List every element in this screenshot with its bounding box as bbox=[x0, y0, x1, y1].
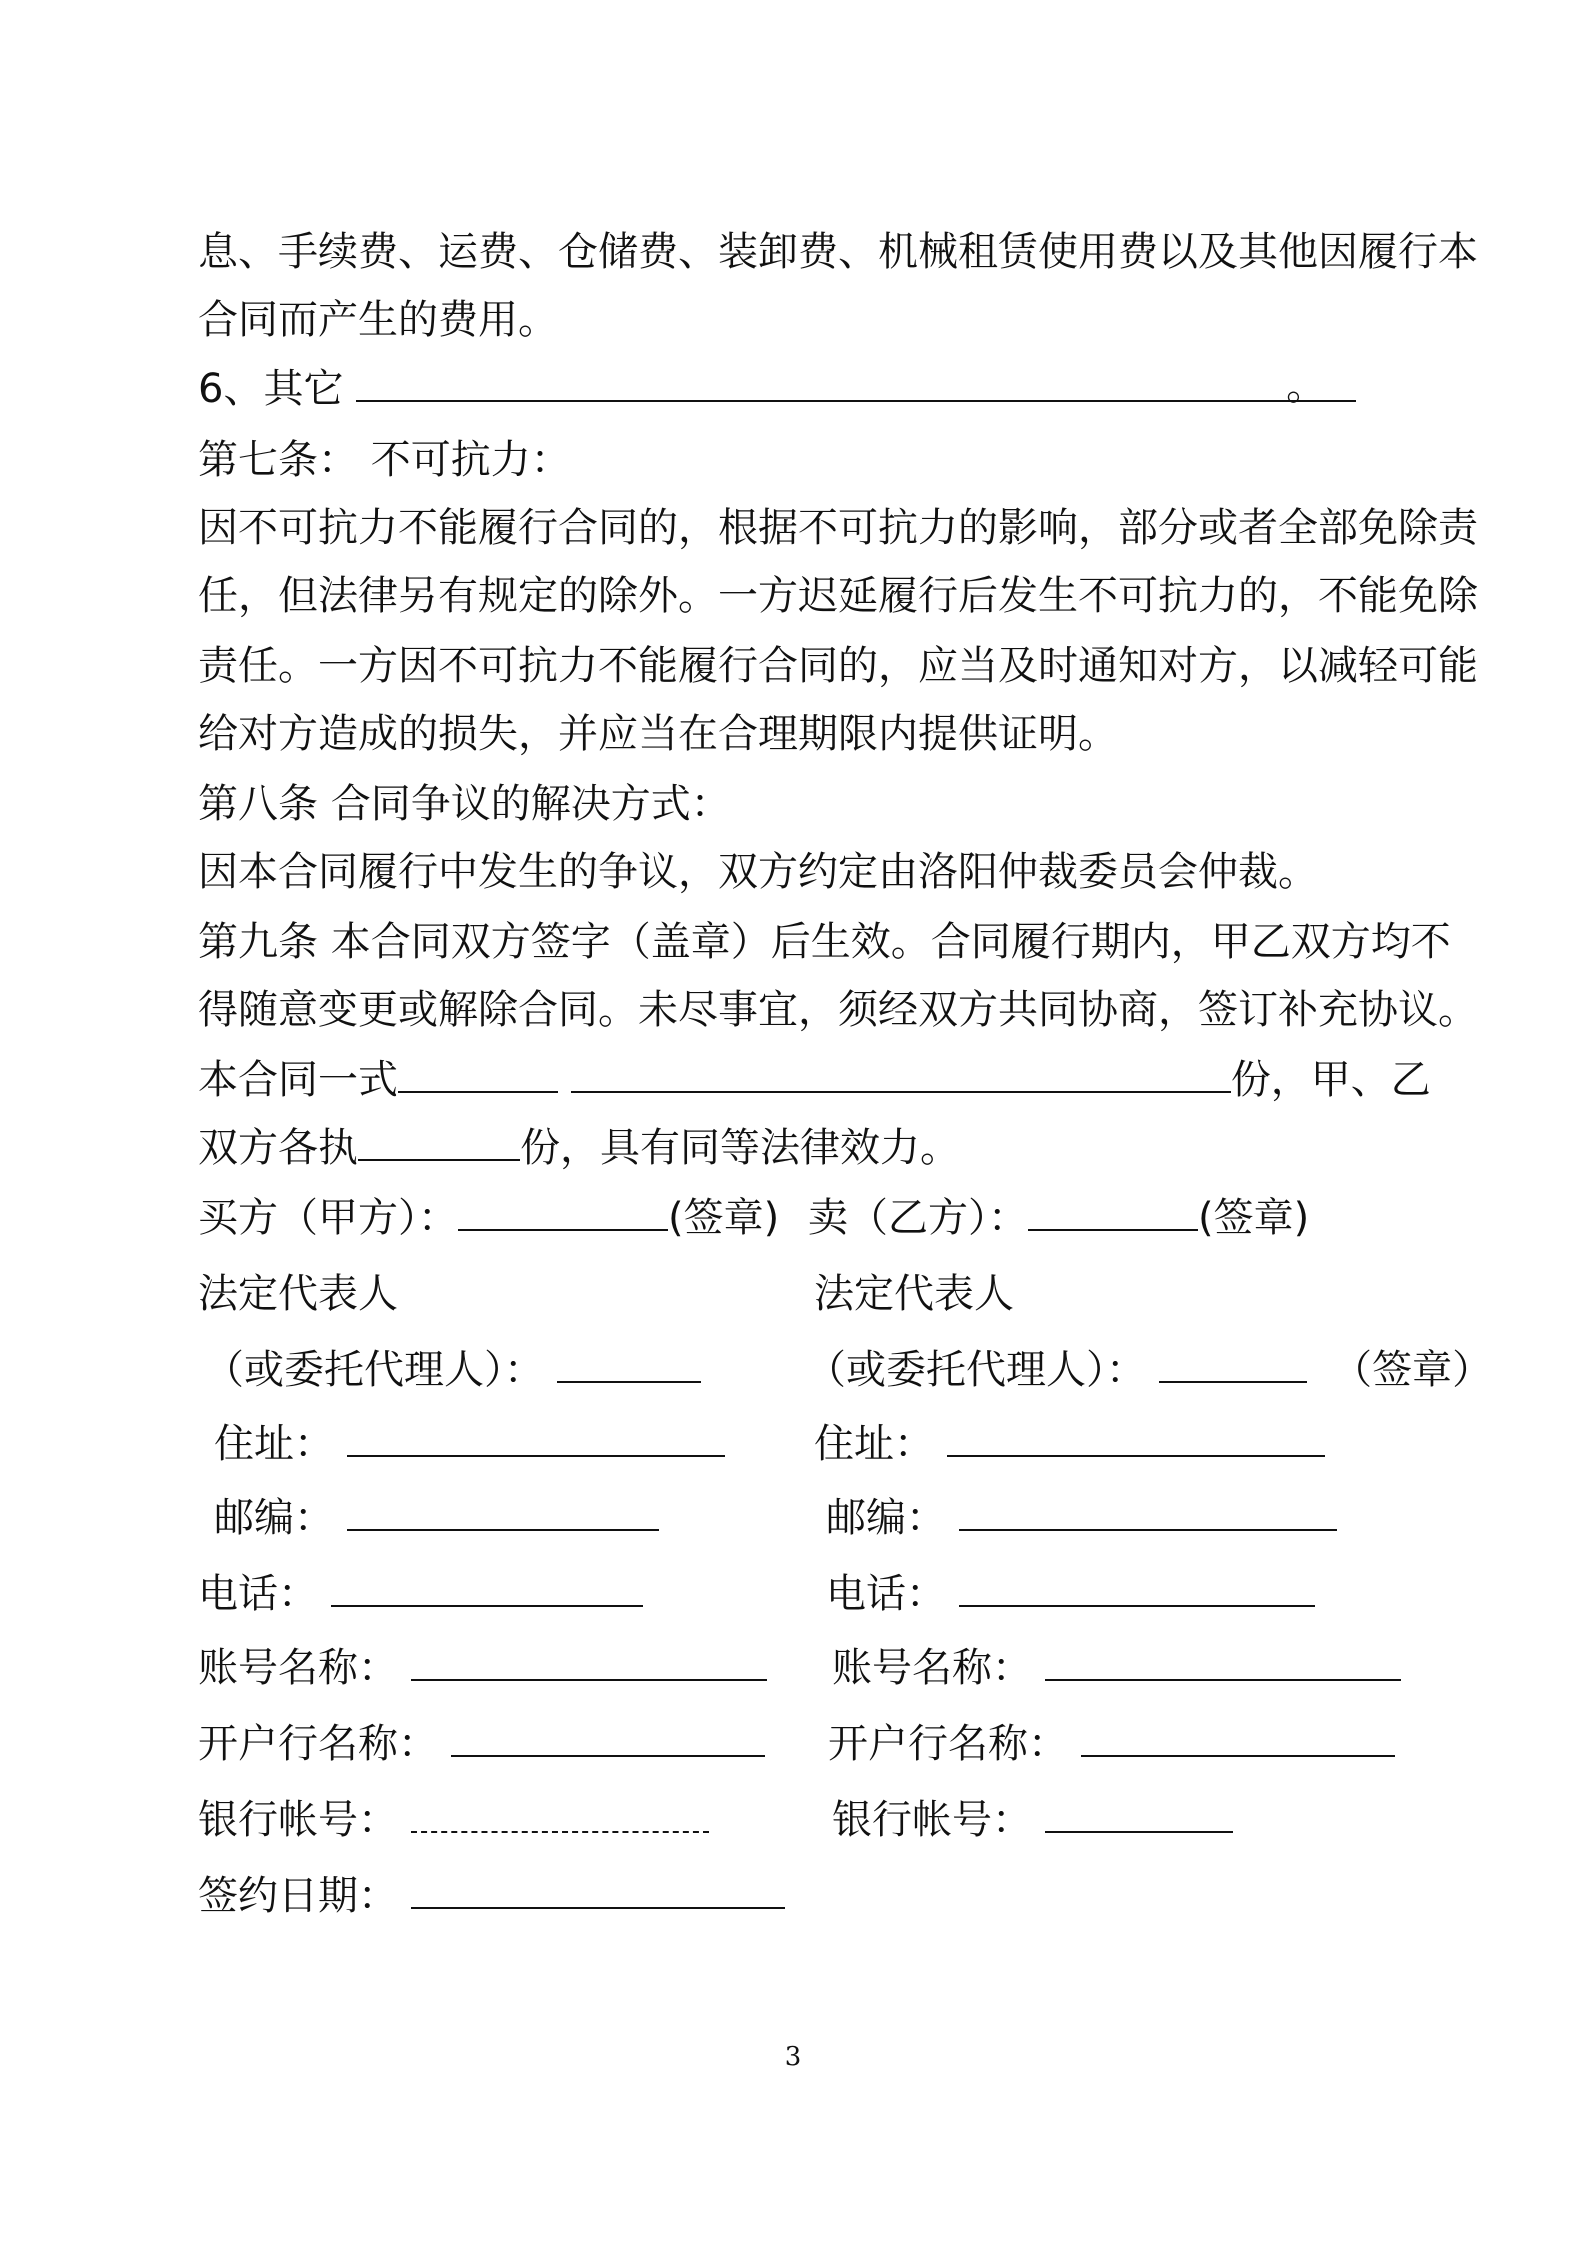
seller-agent-label: （或委托代理人）： bbox=[806, 1347, 1146, 1393]
copies-each-suffix: 份，具有同等法律效力。 bbox=[520, 1125, 960, 1171]
sign-date-label: 签约日期： bbox=[198, 1873, 398, 1919]
seller-phone-blank bbox=[959, 1571, 1315, 1607]
seller-bank-name-line bbox=[828, 1720, 1395, 1768]
seller-address-blank bbox=[947, 1421, 1325, 1457]
seller-agent-blank bbox=[1159, 1347, 1307, 1383]
buyer-rep-label: 法定代表人 bbox=[198, 1271, 398, 1317]
copies-blank-1 bbox=[398, 1057, 558, 1093]
buyer-label: 买方（甲方）： bbox=[198, 1195, 458, 1241]
buyer-agent-line bbox=[204, 1346, 701, 1394]
copies-blank-2 bbox=[571, 1057, 1231, 1093]
article-7-line-4: 给对方造成的损失，并应当在合理期限内提供证明。 bbox=[198, 711, 1118, 757]
seller-bank-name-blank bbox=[1081, 1721, 1395, 1757]
seller-bank-account-blank bbox=[1045, 1797, 1233, 1833]
seller-postcode-line bbox=[826, 1494, 1337, 1542]
seller-bank-account-line bbox=[832, 1796, 1233, 1844]
buyer-postcode-blank bbox=[347, 1495, 659, 1531]
seller-seal: (签章) bbox=[1198, 1195, 1310, 1241]
buyer-blank bbox=[458, 1195, 668, 1231]
seller-rep-label: 法定代表人 bbox=[814, 1271, 1014, 1317]
buyer-account-name-label: 账号名称： bbox=[198, 1645, 398, 1691]
other-terms-period: 。 bbox=[1286, 363, 1327, 409]
seller-phone-label: 电话： bbox=[826, 1571, 946, 1617]
buyer-bank-name-label: 开户行名称： bbox=[198, 1721, 438, 1767]
article-9-line-2: 得随意变更或解除合同。未尽事宜，须经双方共同协商，签订补充协议。 bbox=[198, 987, 1478, 1033]
copies-each-line bbox=[198, 1124, 960, 1172]
seller-line bbox=[808, 1194, 1309, 1242]
buyer-seal: (签章) bbox=[668, 1195, 780, 1241]
buyer-address-blank bbox=[347, 1421, 725, 1457]
buyer-phone-blank bbox=[331, 1571, 643, 1607]
buyer-bank-name-blank bbox=[451, 1721, 765, 1757]
seller-postcode-label: 邮编： bbox=[826, 1495, 946, 1541]
seller-account-name-blank bbox=[1045, 1645, 1401, 1681]
buyer-bank-account-blank bbox=[411, 1797, 709, 1833]
sign-date-line bbox=[198, 1872, 785, 1920]
seller-agent-line bbox=[806, 1346, 1492, 1394]
buyer-bank-account-line bbox=[198, 1796, 709, 1844]
seller-bank-name-label: 开户行名称： bbox=[828, 1721, 1068, 1767]
copies-label: 本合同一式 bbox=[198, 1057, 398, 1103]
buyer-postcode-label: 邮编： bbox=[214, 1495, 334, 1541]
buyer-phone-label: 电话： bbox=[198, 1571, 318, 1617]
article-7-line-3: 责任。一方因不可抗力不能履行合同的，应当及时通知对方，以减轻可能 bbox=[198, 643, 1478, 689]
copies-suffix: 份，甲、乙 bbox=[1230, 1057, 1431, 1103]
clause-line-2: 合同而产生的费用。 bbox=[198, 297, 558, 343]
seller-account-name-label: 账号名称： bbox=[832, 1645, 1032, 1691]
article-9-line-1: 第九条 本合同双方签字（盖章）后生效。合同履行期内，甲乙双方均不 bbox=[198, 919, 1451, 965]
buyer-account-name-line bbox=[198, 1644, 767, 1692]
buyer-bank-name-line bbox=[198, 1720, 765, 1768]
buyer-phone-line bbox=[198, 1570, 643, 1618]
seller-agent-seal: （签章） bbox=[1332, 1347, 1493, 1393]
seller-label: 卖（乙方）： bbox=[808, 1195, 1028, 1241]
buyer-agent-label: （或委托代理人）： bbox=[204, 1347, 544, 1393]
buyer-address-label: 住址： bbox=[214, 1421, 334, 1467]
copies-line bbox=[198, 1056, 1431, 1104]
other-terms-blank bbox=[356, 363, 1356, 409]
page-number: 3 bbox=[784, 2042, 802, 2072]
seller-phone-line bbox=[826, 1570, 1315, 1618]
buyer-bank-account-label: 银行帐号： bbox=[198, 1797, 398, 1843]
seller-blank bbox=[1028, 1195, 1198, 1231]
article-7-line-1: 因不可抗力不能履行合同的，根据不可抗力的影响，部分或者全部免除责 bbox=[198, 505, 1478, 551]
article-7-heading: 第七条： 不可抗力： bbox=[198, 437, 571, 483]
buyer-agent-blank bbox=[557, 1347, 701, 1383]
clause-line-1: 息、手续费、运费、仓储费、装卸费、机械租赁使用费以及其他因履行本 bbox=[198, 229, 1478, 275]
buyer-postcode-line bbox=[214, 1494, 659, 1542]
buyer-account-name-blank bbox=[411, 1645, 767, 1681]
other-terms-label: 6、其它 bbox=[198, 366, 344, 412]
seller-postcode-blank bbox=[959, 1495, 1337, 1531]
other-terms-line bbox=[198, 364, 1356, 413]
copies-each-label: 双方各执 bbox=[198, 1125, 358, 1171]
copies-each-blank bbox=[358, 1125, 520, 1161]
buyer-line bbox=[198, 1194, 779, 1242]
seller-bank-account-label: 银行帐号： bbox=[832, 1797, 1032, 1843]
buyer-address-line bbox=[214, 1420, 725, 1468]
sign-date-blank bbox=[411, 1873, 785, 1909]
seller-address-line bbox=[814, 1420, 1325, 1468]
article-8-line-1: 因本合同履行中发生的争议，双方约定由洛阳仲裁委员会仲裁。 bbox=[198, 849, 1318, 895]
seller-address-label: 住址： bbox=[814, 1421, 934, 1467]
article-7-line-2: 任，但法律另有规定的除外。一方迟延履行后发生不可抗力的，不能免除 bbox=[198, 573, 1478, 619]
seller-account-name-line bbox=[832, 1644, 1401, 1692]
article-8-heading: 第八条 合同争议的解决方式： bbox=[198, 781, 731, 827]
